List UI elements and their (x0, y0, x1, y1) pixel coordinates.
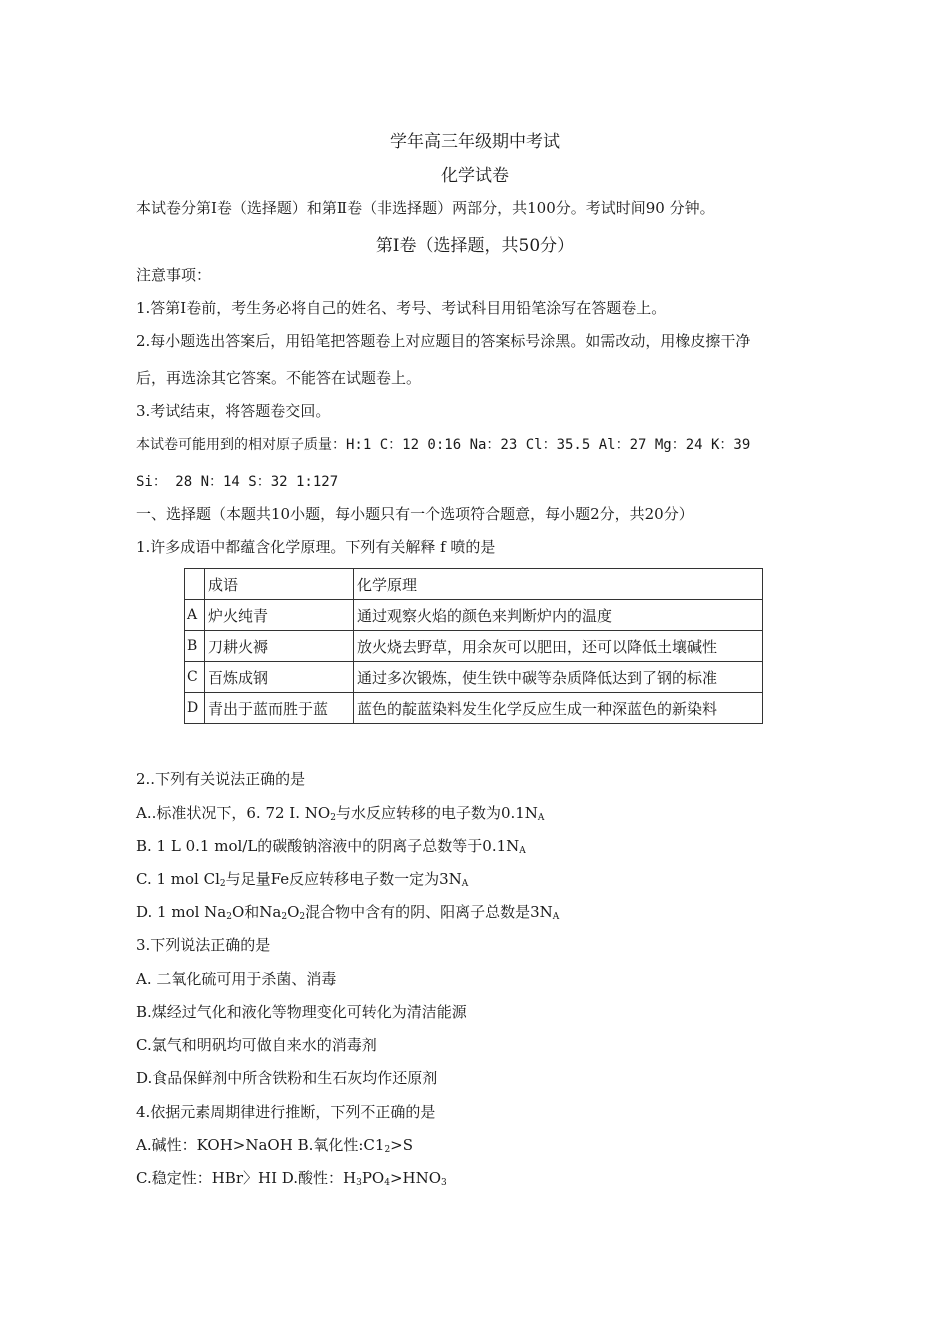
option-text: >S (390, 1136, 414, 1154)
q2-stem: 2..下列有关说法正确的是 (136, 770, 306, 788)
table-header-row (185, 569, 763, 600)
atomic-mass-line-2 (136, 471, 338, 492)
section-title: 第Ⅰ卷（选择题，共50分） (375, 236, 575, 256)
atomic-mass-line-1 (136, 434, 750, 455)
option-text: O和Na (231, 903, 282, 921)
exam-title: 学年高三年级期中考试 (390, 132, 560, 152)
table-cell: 炉火纯青 (205, 600, 354, 631)
q4-options-ab (136, 1135, 413, 1160)
q4-stem: 4.依据元素周期律进行推断，下列不正确的是 (136, 1103, 436, 1121)
subscript: 2 (299, 912, 306, 922)
option-text: O (287, 903, 300, 921)
notice-item-2a: 2.每小题选出答案后，用铅笔把答题卷上对应题目的答案标号涂黑。如需改动，用橡皮擦干净 (136, 332, 751, 350)
option-text: A..标准状况下，6. 72 I. NO (136, 804, 331, 822)
option-text: 混合物中含有的阴、阳离子总数是3N (305, 903, 553, 921)
subscript: 2 (384, 1145, 391, 1155)
q2-option-b (136, 836, 526, 861)
table-cell: B (185, 631, 205, 662)
part1-heading: 一、选择题（本题共10小题，每小题只有一个选项符合题意，每小题2分，共20分） (136, 505, 694, 523)
q4-options-cd (136, 1168, 447, 1193)
option-text: C. 1 mol Cl (136, 870, 220, 888)
notice-item-2b: 后，再选涂其它答案。不能答在试题卷上。 (136, 369, 422, 387)
subscript: 4 (384, 1178, 390, 1188)
idiom-table (184, 568, 763, 724)
table-header-cell: 化学原理 (354, 569, 763, 600)
q2-option-c (136, 869, 468, 894)
table-cell: 蓝色的靛蓝染料发生化学反应生成一种深蓝色的新染料 (354, 693, 763, 724)
table-header-cell: 成语 (205, 569, 354, 600)
notice-item-1: 1.答第Ⅰ卷前，考生务必将自己的姓名、考号、考试科目用铅笔涂写在答题卷上。 (136, 299, 667, 317)
table-cell: 刀耕火褥 (205, 631, 354, 662)
q3-stem: 3.下列说法正确的是 (136, 936, 271, 954)
option-text: 与水反应转移的电子数为0.1N (335, 804, 538, 822)
table-cell: 通过多次锻炼，使生铁中碳等杂质降低达到了钢的标准 (354, 662, 763, 693)
table-cell: 通过观察火焰的颜色来判断炉内的温度 (354, 600, 763, 631)
subscript: 2 (330, 813, 336, 823)
table-row (185, 693, 763, 724)
q3-option-b: B.煤经过气化和液化等物理变化可转化为清洁能源 (136, 1003, 467, 1021)
option-text: A.碱性：KOH>NaOH B.氧化性:C1 (136, 1136, 385, 1154)
subscript: 2 (219, 879, 226, 889)
table-row (185, 631, 763, 662)
subscript: A (537, 813, 545, 823)
q3-option-d: D.食品保鲜剂中所含铁粉和生石灰均作还原剂 (136, 1069, 438, 1087)
option-text: C.稳定性：HBr〉HI D.酸性：H (136, 1169, 357, 1187)
table-row (185, 662, 763, 693)
atomic-mass-text-1: 本试卷可能用到的相对原子质量：H:1 C：12 0:16 Na：23 Cl：35.5 Al：27 Mg：24 K：39 (136, 437, 751, 453)
subscript: 2 (281, 912, 288, 922)
exam-intro: 本试卷分第Ⅰ卷（选择题）和第Ⅱ卷（非选择题）两部分，共100分。考试时间90 分钟。 (136, 199, 715, 217)
option-text: D. 1 mol Na (136, 903, 227, 921)
subscript: A (552, 912, 560, 922)
subscript: 2 (226, 912, 232, 922)
atomic-mass-text-2: Si： 28 N：14 S：32 1:127 (136, 474, 339, 490)
subscript: A (461, 879, 469, 889)
table-cell: 青出于蓝而胜于蓝 (205, 693, 354, 724)
q1-stem: 1.许多成语中都蕴含化学原理。下列有关解释 f 喷的是 (136, 538, 496, 556)
table-cell: 放火烧去野草，用余灰可以肥田，还可以降低土壤碱性 (354, 631, 763, 662)
notice-heading: 注意事项： (136, 266, 212, 284)
table-row (185, 600, 763, 631)
q3-option-a: A. 二氧化硫可用于杀菌、消毒 (136, 970, 337, 988)
subscript: 3 (356, 1178, 362, 1188)
table-cell: 百炼成钢 (205, 662, 354, 693)
q3-option-c: C.氯气和明矾均可做自来水的消毒剂 (136, 1036, 377, 1054)
subscript: A (519, 846, 526, 856)
subscript: 3 (441, 1178, 447, 1188)
option-text: PO (361, 1169, 385, 1187)
q2-option-a (136, 803, 544, 828)
q2-option-d (136, 902, 559, 927)
notice-item-3: 3.考试结束，将答题卷交回。 (136, 402, 331, 420)
table-cell: A (185, 600, 205, 631)
exam-subtitle: 化学试卷 (441, 166, 509, 186)
table-cell: C (185, 662, 205, 693)
option-text: B. 1 L 0.1 mol/L的碳酸钠溶液中的阴离子总数等于0.1N (136, 837, 520, 855)
option-text: >HNO (389, 1169, 442, 1187)
table-header-cell (185, 569, 205, 600)
option-text: 与足量Fe反应转移电子数一定为3N (225, 870, 462, 888)
table-cell: D (185, 693, 205, 724)
